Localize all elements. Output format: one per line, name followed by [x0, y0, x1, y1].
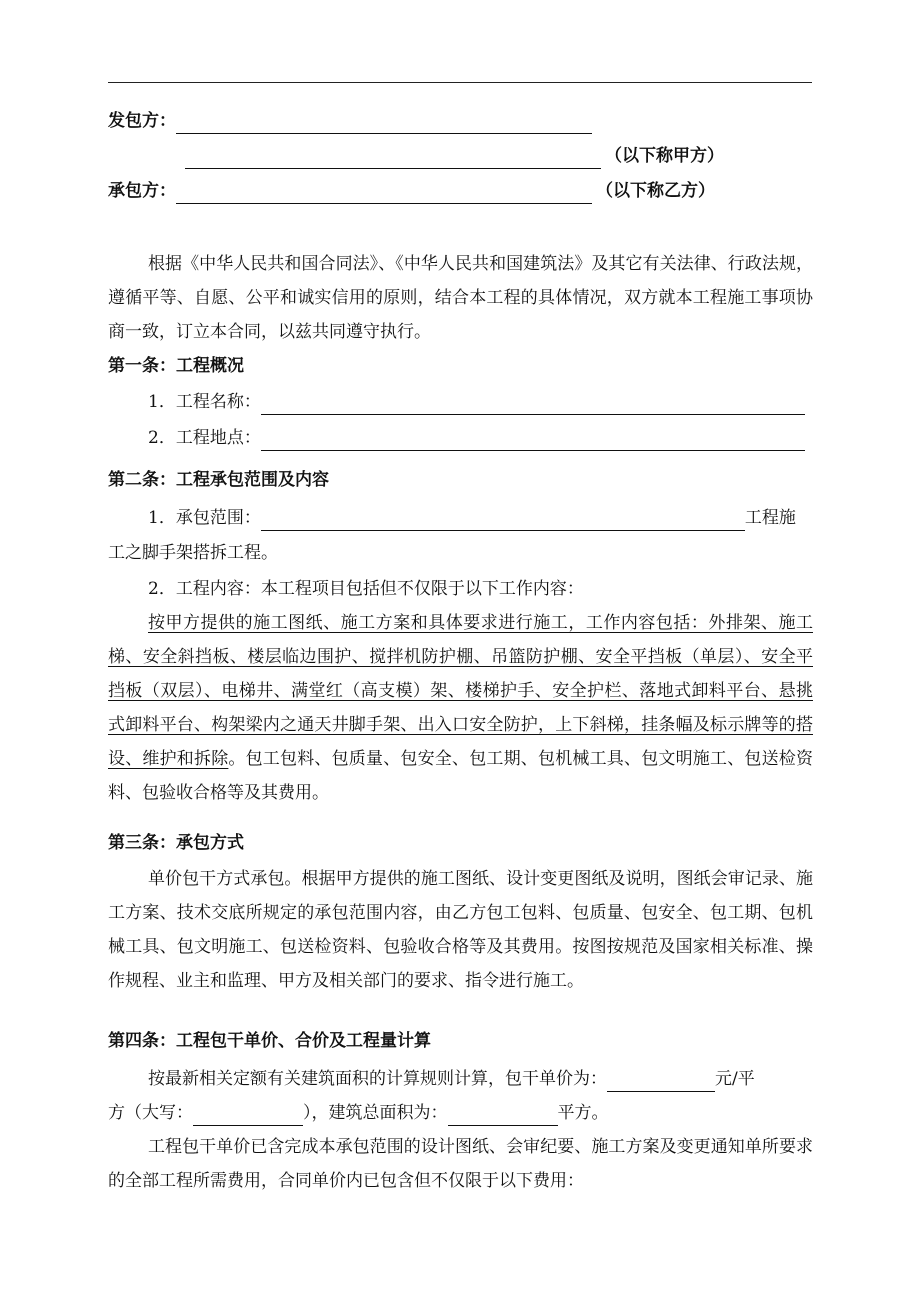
scope-blank[interactable] — [261, 509, 745, 531]
header-rule — [108, 82, 812, 83]
amount-words-blank[interactable] — [193, 1104, 303, 1126]
scope-suffix: 工程施 — [744, 508, 796, 528]
total-area-prefix: ），建筑总面积为： — [303, 1103, 448, 1123]
employer-label: 发包方： — [108, 111, 176, 131]
content-paragraph — [108, 606, 813, 810]
employer-row-2 — [185, 143, 724, 169]
article4-title: 第四条：工程包干单价、合价及工程量计算 — [108, 1031, 431, 1051]
contractor-label: 承包方： — [108, 181, 176, 201]
unit-price-prefix: 按最新相关定额有关建筑面积的计算规则计算，包干单价为： — [148, 1069, 607, 1089]
content-rest: 。包工包料、包质量、包安全、包工期、包机械工具、包文明施工、包送检资料、包验收合格等及其费用。 — [108, 749, 814, 803]
project-location-row — [148, 425, 805, 451]
project-name-blank[interactable] — [261, 393, 805, 415]
intro-paragraph: 根据《中华人民共和国合同法》、《中华人民共和国建筑法》及其它有关法律、行政法规，遵循平等、自愿、公平和诚实信用的原则，结合本工程的具体情况，双方就本工程施工事项协商一致，订立本合同，以兹共同遵守执行。 — [108, 254, 813, 342]
project-name-row — [148, 389, 805, 415]
unit-price-row — [148, 1066, 755, 1092]
article3-title: 第三条：承包方式 — [108, 833, 244, 853]
party-b-suffix: （以下称乙方） — [596, 181, 715, 201]
employer-blank-2[interactable] — [185, 147, 601, 169]
unit-price-suffix: 元/平 — [715, 1069, 755, 1089]
scope-label: 1．承包范围： — [148, 508, 261, 528]
employer-blank[interactable] — [176, 112, 592, 134]
scope-row — [148, 505, 796, 531]
project-name-label: 1．工程名称： — [148, 392, 261, 412]
content-label: 2．工程内容：本工程项目包括但不仅限于以下工作内容： — [148, 579, 584, 599]
article4-para2: 工程包干单价已含完成本承包范围的设计图纸、会审纪要、施工方案及变更通知单所要求的全部工程所需费用，合同单价内已包含但不仅限于以下费用： — [108, 1137, 813, 1191]
article1-title: 第一条：工程概况 — [108, 356, 244, 376]
amount-words-prefix: 方（大写： — [108, 1103, 193, 1123]
project-location-blank[interactable] — [261, 429, 805, 451]
content-underlined: 按甲方提供的施工图纸、施工方案和具体要求进行施工，工作内容包括：外排架、施工梯、安全斜挡板、楼层临边围护、搅拌机防护棚、吊篮防护棚、安全平挡板（单层）、安全平挡板（双层）、电梯井、满堂红（高支模）架、楼梯护手、安全护栏、落地式卸料平台、悬挑式卸料平台、构架梁内之通天井脚手架、出入口安全防护，上下斜梯，挂条幅及标示牌等的搭设、维护和拆除 — [108, 613, 813, 769]
scope-continuation: 工之脚手架搭拆工程。 — [108, 543, 278, 563]
party-a-suffix: （以下称甲方） — [605, 146, 724, 166]
contractor-blank[interactable] — [176, 182, 592, 204]
contractor-row — [108, 178, 715, 204]
article3-body: 单价包干方式承包。根据甲方提供的施工图纸、设计变更图纸及说明，图纸会审记录、施工方案、技术交底所规定的承包范围内容，由乙方包工包料、包质量、包安全、包工期、包机械工具、包文明施工、包送检资料、包验收合格等及其费用。按图按规范及国家相关标准、操作规程、业主和监理、甲方及相关部门的要求、指令进行施工。 — [108, 869, 813, 991]
unit-price-blank[interactable] — [607, 1070, 715, 1092]
employer-row — [108, 108, 592, 134]
area-row — [108, 1100, 609, 1126]
project-location-label: 2．工程地点： — [148, 428, 261, 448]
article2-title: 第二条：工程承包范围及内容 — [108, 470, 329, 490]
total-area-suffix: 平方。 — [557, 1103, 609, 1123]
total-area-blank[interactable] — [448, 1104, 558, 1126]
